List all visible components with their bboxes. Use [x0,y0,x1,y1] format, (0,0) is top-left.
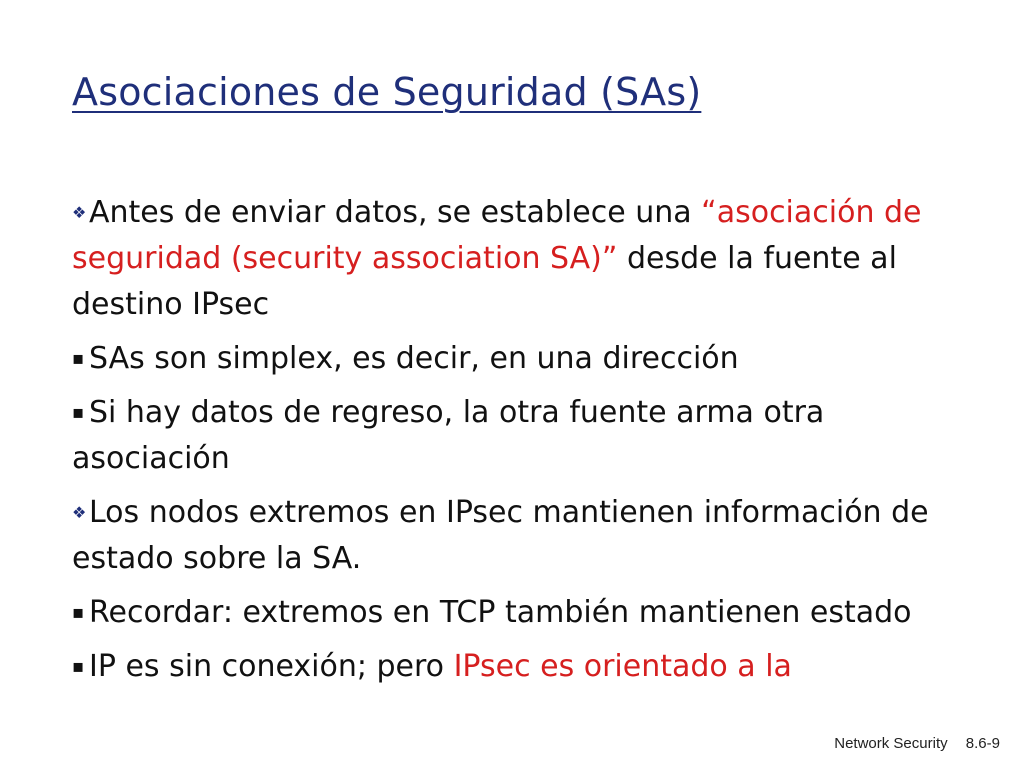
bullet-text-part: IP es sin conexión; pero [89,649,454,684]
bullet-item [72,336,972,382]
bullet-text-part: desde la fuente al destino IPsec [72,241,897,322]
square-bullet-icon: ▪ [72,656,85,677]
bullet-item [72,644,972,690]
bullet-text-part: Antes de enviar datos, se establece una [89,195,702,230]
slide-title: Asociaciones de Seguridad (SAs) [72,70,702,114]
bullet-list [72,190,972,698]
diamond-bullet-icon: ❖ [72,203,87,222]
slide-footer [834,735,1000,752]
bullet-item [72,590,972,636]
bullet-item [72,490,972,582]
bullet-text-part: SAs son simplex, es decir, en una dirección [89,341,739,376]
square-bullet-icon: ▪ [72,402,85,423]
footer-course-label: Network Security [834,735,948,752]
bullet-text-part: Los nodos extremos en IPsec mantienen información de estado sobre la SA. [72,495,929,576]
footer-page-number: 8.6-9 [965,735,1000,752]
bullet-item [72,190,972,328]
square-bullet-icon: ▪ [72,602,85,623]
bullet-highlight-text: “asociación de seguridad (security association SA)” [72,195,922,276]
diamond-bullet-icon: ❖ [72,503,87,522]
square-bullet-icon: ▪ [72,348,85,369]
bullet-highlight-text: IPsec es orientado a la [453,649,792,684]
bullet-item [72,390,972,482]
bullet-text-part: Si hay datos de regreso, la otra fuente arma otra asociación [72,395,825,476]
bullet-text-part: Recordar: extremos en TCP también mantienen estado [89,595,912,630]
